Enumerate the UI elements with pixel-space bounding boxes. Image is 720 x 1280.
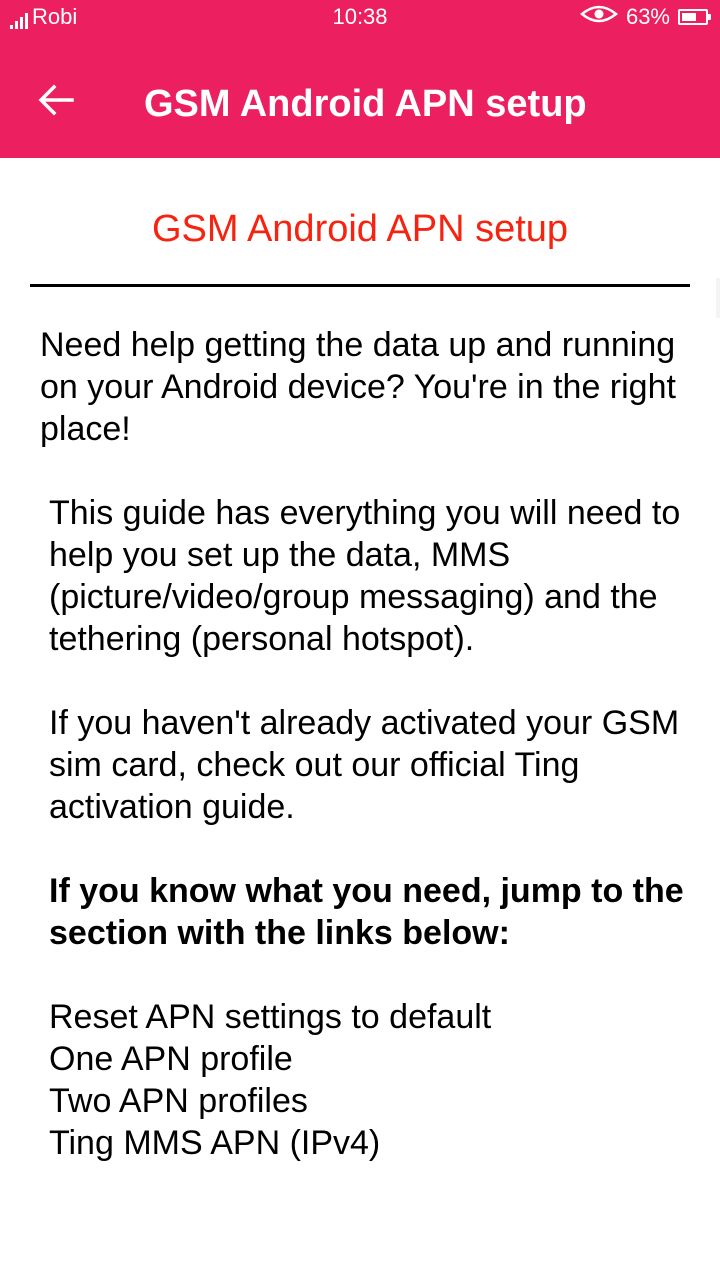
battery-icon xyxy=(678,9,708,25)
guide-paragraph: This guide has everything you will need to help you set up the data, MMS (picture/video/group messaging) and the tethering (personal hotspot). xyxy=(49,494,681,658)
battery-fill xyxy=(682,13,696,21)
article-body xyxy=(40,324,690,1164)
app-bar-title: GSM Android APN setup xyxy=(144,83,587,125)
page-content xyxy=(0,158,720,1280)
status-time: 10:38 xyxy=(332,4,388,29)
section-links xyxy=(40,996,690,1164)
link-reset-apn[interactable]: Reset APN settings to default xyxy=(49,998,492,1036)
status-right xyxy=(580,5,708,29)
link-one-apn-profile[interactable]: One APN profile xyxy=(49,1040,293,1078)
carrier-name: Robi xyxy=(32,4,78,29)
heading-divider xyxy=(30,284,690,287)
intro-paragraph: Need help getting the data up and running on your Android device? You're in the right place! xyxy=(40,326,676,448)
jump-heading: If you know what you need, jump to the section with the links below: xyxy=(49,872,684,952)
eye-comfort-icon xyxy=(580,4,618,30)
status-bar xyxy=(0,0,720,36)
content-heading: GSM Android APN setup xyxy=(151,208,569,250)
battery-percent: 63% xyxy=(625,4,670,29)
back-button[interactable] xyxy=(20,66,92,138)
link-ting-mms-apn[interactable]: Ting MMS APN (IPv4) xyxy=(49,1124,381,1162)
link-two-apn-profiles[interactable]: Two APN profiles xyxy=(49,1082,308,1120)
activation-paragraph: If you haven't already activated your GSM sim card, check out our official Ting activation guide. xyxy=(49,704,680,826)
scroll-indicator xyxy=(716,278,720,318)
arrow-back-icon xyxy=(38,84,74,121)
app-bar xyxy=(0,36,720,158)
